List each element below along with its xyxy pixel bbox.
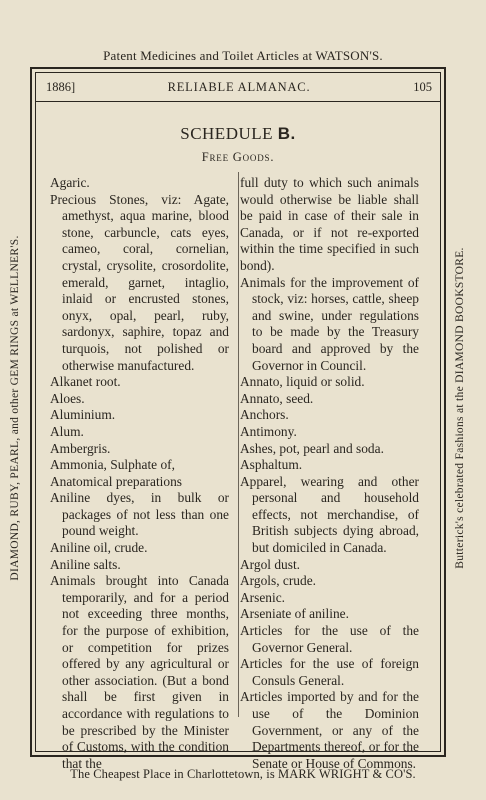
list-item: Ashes, pot, pearl and soda.: [240, 440, 384, 456]
list-item: Animals for the improvement of stock, viz: horses, cattle, sheep and swine, under regulations to be made by the Treasury board and approved by the Governor in Council.: [240, 274, 419, 373]
list-item: Animals brought into Canada temporarily, and for a period not exceeding three months, for the purpose of exhibition, or competition for prizes offered by any agricultural or other association. (But a bond shall be first given in accordance with regulations to be prescribed by the Minister of Customs, with the condition that the: [50, 573, 229, 771]
header-year: 1886]: [46, 80, 76, 94]
header-rule: [35, 101, 441, 102]
list-item: Ammonia, Sulphate of,: [50, 457, 175, 473]
list-item: Aloes.: [50, 390, 85, 406]
left-side-advertisement: DIAMOND, RUBY, PEARL, and other GEM RINGS at WELLNER'S.: [9, 235, 21, 581]
list-item: Aluminium.: [50, 407, 116, 423]
list-item: Argol dust.: [240, 556, 301, 572]
list-item: Aniline oil, crude.: [50, 540, 148, 556]
list-item: Agaric.: [50, 175, 90, 190]
running-header: [46, 80, 432, 98]
header-title: RELIABLE ALMANAC.: [167, 80, 311, 94]
list-item-continued: full duty to which such animals would otherwise be liable shall be paid in case of their sale in Canada, or if not re-exported within the time specified in such bond).: [240, 175, 419, 273]
list-item: Anatomical preparations: [50, 473, 182, 489]
list-item: Aniline salts.: [50, 556, 121, 572]
list-item: Annato, liquid or solid.: [240, 374, 365, 390]
right-column: [240, 175, 419, 772]
list-item: Articles for the use of the Governor General.: [240, 623, 419, 655]
column-divider: [238, 172, 239, 717]
list-item: Anchors.: [240, 407, 289, 423]
schedule-title: [35, 124, 441, 144]
list-item: Antimony.: [240, 423, 297, 439]
schedule-subtitle: Free Goods.: [201, 150, 275, 164]
list-item: Annato, seed.: [240, 390, 314, 406]
list-item: Aniline dyes, in bulk or packages of not less than one pound weight.: [50, 490, 229, 539]
list-item: Arseniate of aniline.: [240, 606, 349, 622]
list-item: Precious Stones, viz: Agate, amethyst, aqua marine, blood stone, carbuncle, cats eyes, cameo, coral, cornelian, crystal, crysolite, crosordolite, emerald, garnet, intaglio, inlaid or encrusted stones, onyx, opal, pearl, ruby, sardonyx, saphire, topaz and turquois, not polished or otherwise manufactured.: [50, 191, 229, 373]
right-side-advertisement: Butterick's celebrated Fashions at the DIAMOND BOOKSTORE.: [454, 247, 466, 569]
left-column: [50, 175, 229, 772]
page-number: 105: [413, 80, 432, 94]
top-advertisement: Patent Medicines and Toilet Articles at WATSON'S.: [103, 48, 383, 63]
schedule-letter: B.: [277, 124, 296, 143]
list-item: Articles imported by and for the use of the Dominion Government, or any of the Departments thereof, or for the Senate or House of Commons.: [240, 689, 419, 771]
list-item: Alkanet root.: [50, 374, 121, 390]
bottom-advertisement: The Cheapest Place in Charlottetown, is MARK WRIGHT & CO'S.: [70, 767, 416, 781]
list-item: Apparel, wearing and other personal and household effects, not merchandise, of British subjects dying abroad, but domiciled in Canada.: [240, 473, 419, 556]
list-item: Asphaltum.: [240, 457, 303, 473]
list-item: Ambergris.: [50, 440, 111, 456]
list-item: Alum.: [50, 423, 84, 439]
schedule-prefix: SCHEDULE: [180, 124, 274, 143]
list-item: Articles for the use of foreign Consuls General.: [240, 656, 419, 688]
list-item: Argols, crude.: [240, 573, 316, 589]
list-item: Arsenic.: [240, 589, 285, 605]
